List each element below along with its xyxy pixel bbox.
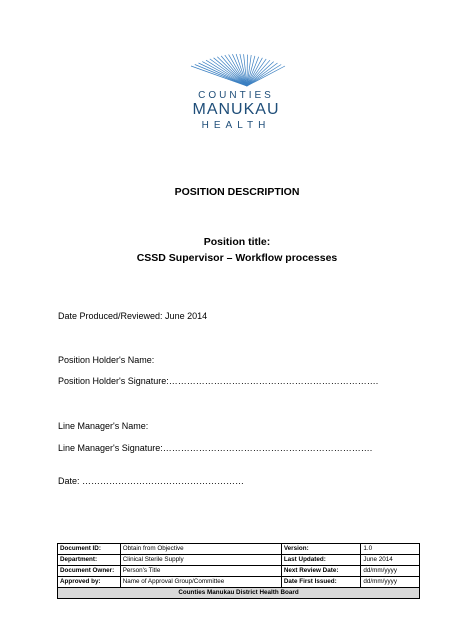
table-row <box>58 555 420 566</box>
table-cell: Version: <box>281 544 361 555</box>
table-row <box>58 566 420 577</box>
table-cell: Last Updated: <box>281 555 361 566</box>
table-row <box>58 577 420 588</box>
document-heading: POSITION DESCRIPTION <box>174 186 300 198</box>
table-cell: Department: <box>58 555 121 566</box>
logo-fan-line <box>199 63 248 86</box>
table-cell: dd/mm/yyyy <box>361 566 420 577</box>
position-title-label: Position title: <box>203 236 271 248</box>
table-cell: Document ID: <box>58 544 121 555</box>
table-cell: Date First Issued: <box>281 577 361 588</box>
table-cell: Person's Title <box>120 566 281 577</box>
line-manager-signature-field: Line Manager's Signature:……………………………………………………………. <box>58 443 373 453</box>
line-manager-name-field: Line Manager's Name: <box>58 421 149 431</box>
logo-fan-line <box>210 59 247 86</box>
organization-logo <box>185 52 287 134</box>
position-holder-signature-field: Position Holder's Signature:……………………………………………………………. <box>58 376 379 386</box>
position-holder-name-field: Position Holder's Name: <box>58 355 155 365</box>
date-field: Date: ……………………………………………… <box>58 476 245 486</box>
table-cell: Obtain from Objective <box>120 544 281 555</box>
position-title: CSSD Supervisor – Workflow processes <box>136 252 338 264</box>
fan-lines-logo-icon <box>185 52 287 92</box>
logo-text-manukau: MANUKAU <box>192 101 280 118</box>
table-cell: Clinical Sterile Supply <box>120 555 281 566</box>
table-cell: Name of Approval Group/Committee <box>120 577 281 588</box>
logo-text-health: HEALTH <box>201 120 271 131</box>
table-cell: Next Review Date: <box>281 566 361 577</box>
date-produced-field: Date Produced/Reviewed: June 2014 <box>58 311 208 321</box>
table-row <box>58 544 420 555</box>
table-footer: Counties Manukau District Health Board <box>58 588 420 599</box>
table-cell: June 2014 <box>361 555 420 566</box>
table-cell: Document Owner: <box>58 566 121 577</box>
table-cell: 1.0 <box>361 544 420 555</box>
table-row <box>58 588 420 599</box>
logo-text-counties: COUNTIES <box>198 90 274 101</box>
table-cell: dd/mm/yyyy <box>361 577 420 588</box>
document-control-table <box>57 543 420 599</box>
table-cell: Approved by: <box>58 577 121 588</box>
